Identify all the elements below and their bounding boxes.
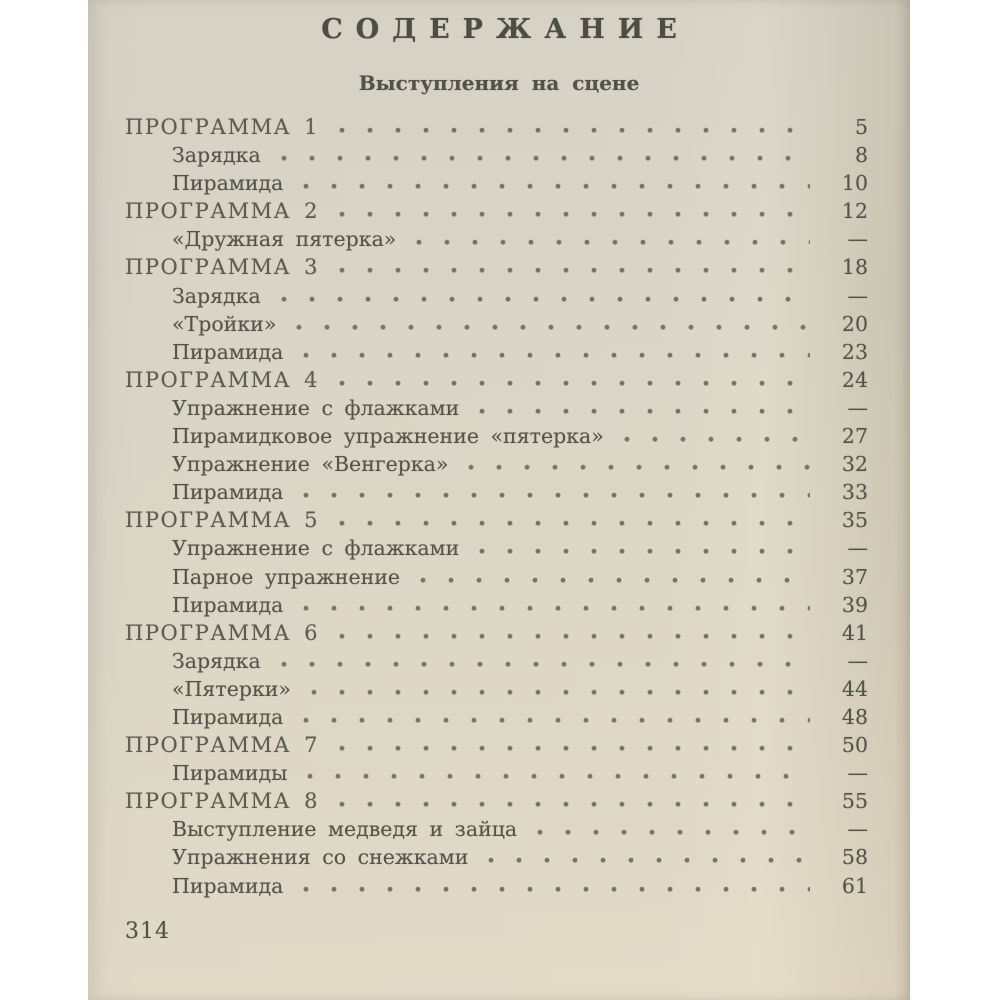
toc-entry-label: ПРОГРАММА 1 (125, 115, 320, 139)
toc-entry-page: — (847, 227, 868, 252)
toc-entry (125, 141, 868, 169)
toc-entry-label: Пирамидковое упражнение «пятерка» (172, 424, 604, 449)
dot-leader (335, 633, 810, 640)
toc-entry-page: 10 (841, 171, 868, 196)
toc-entry-page: 55 (841, 789, 868, 814)
toc-entry (125, 759, 868, 787)
dot-leader (335, 380, 810, 387)
dot-leader (303, 773, 810, 780)
dot-leader (620, 436, 810, 443)
toc-entry (125, 197, 868, 225)
toc-entry (125, 534, 868, 562)
toc-entry-page: — (847, 761, 868, 786)
toc-entry (125, 310, 868, 338)
toc-entry-page: 58 (841, 845, 868, 870)
page-number-folio: 314 (125, 919, 170, 944)
dot-leader (412, 239, 810, 246)
toc-entry-label: Зарядка (172, 143, 261, 168)
dot-leader (277, 155, 810, 162)
toc-entry-page: — (847, 648, 868, 673)
dot-leader (533, 829, 810, 836)
toc-entry-page: 61 (841, 873, 868, 898)
toc-entry-page: 8 (854, 143, 868, 168)
toc-list (125, 113, 868, 900)
toc-entry-label: Парное упражнение (172, 564, 401, 589)
toc-subtitle: Выступления на сцене (358, 71, 640, 95)
toc-entry-label: «Тройки» (172, 311, 277, 336)
toc-entry (125, 169, 868, 197)
toc-entry (125, 843, 868, 871)
dot-leader (475, 408, 810, 415)
toc-entry-page: 5 (854, 115, 868, 139)
toc-entry-label: Упражнение с флажками (172, 395, 460, 420)
book-fore-edge (894, 0, 910, 1000)
toc-entry-page: 44 (841, 676, 868, 701)
toc-entry-label: «Дружная пятерка» (172, 227, 397, 252)
toc-entry-label: ПРОГРАММА 3 (125, 255, 320, 280)
toc-entry-label: Выступление медведя и зайца (172, 817, 518, 842)
toc-entry-label: Зарядка (172, 283, 261, 308)
dot-leader (484, 857, 810, 864)
toc-entry-page: — (847, 536, 868, 561)
toc-entry (125, 675, 868, 703)
toc-entry (125, 366, 868, 394)
dot-leader (277, 661, 810, 668)
dot-leader (335, 267, 810, 274)
toc-entry (125, 619, 868, 647)
toc-entry-page: — (847, 817, 868, 842)
toc-entry-page: 12 (841, 199, 868, 224)
dot-leader (335, 745, 810, 752)
toc-entry (125, 450, 868, 478)
toc-entry-label: ПРОГРАММА 4 (125, 367, 320, 392)
toc-entry-label: Упражнение с флажками (172, 536, 460, 561)
toc-entry-label: Пирамида (172, 592, 284, 617)
toc-entry (125, 225, 868, 253)
toc-entry (125, 506, 868, 534)
toc-entry-page: — (847, 283, 868, 308)
toc-entry-label: Упражнения со снежками (172, 845, 469, 870)
toc-entry-label: ПРОГРАММА 5 (125, 508, 320, 533)
toc-entry (125, 253, 868, 281)
toc-entry-page: 39 (841, 592, 868, 617)
dot-leader (307, 689, 810, 696)
toc-entry (125, 815, 868, 843)
dot-leader (299, 886, 810, 893)
toc-entry (125, 787, 868, 815)
dot-leader (299, 492, 810, 499)
toc-entry-label: «Пятерки» (172, 676, 291, 701)
toc-entry-page: 33 (841, 480, 868, 505)
toc-entry-page: 37 (841, 564, 868, 589)
toc-entry (125, 338, 868, 366)
toc-entry-label: Пирамида (172, 704, 284, 729)
toc-entry (125, 872, 868, 900)
dot-leader (292, 324, 810, 331)
dot-leader (335, 520, 810, 527)
toc-entry-page: 24 (841, 367, 868, 392)
toc-entry-page: 35 (841, 508, 868, 533)
toc-entry-page: 18 (841, 255, 868, 280)
toc-entry-page: 27 (841, 424, 868, 449)
dot-leader (464, 464, 810, 471)
toc-entry-label: Упражнение «Венгерка» (172, 452, 449, 477)
toc-entry-page: 32 (841, 452, 868, 477)
dot-leader (475, 548, 810, 555)
toc-entry-label: Пирамида (172, 171, 284, 196)
dot-leader (299, 605, 810, 612)
toc-entry-label: ПРОГРАММА 2 (125, 199, 320, 224)
toc-entry-page: 41 (841, 620, 868, 645)
dot-leader (335, 127, 810, 134)
toc-entry-label: ПРОГРАММА 7 (125, 733, 320, 758)
toc-entry-page: 48 (841, 704, 868, 729)
toc-entry-page: — (847, 395, 868, 420)
toc-entry (125, 731, 868, 759)
toc-entry-label: Зарядка (172, 648, 261, 673)
dot-leader (299, 717, 810, 724)
book-page (88, 0, 910, 1000)
toc-entry (125, 113, 868, 141)
toc-entry-label: ПРОГРАММА 6 (125, 620, 320, 645)
dot-leader (277, 296, 810, 303)
toc-entry (125, 703, 868, 731)
toc-entry (125, 478, 868, 506)
toc-entry-label: Пирамиды (172, 761, 288, 786)
toc-entry-page: 23 (841, 339, 868, 364)
toc-entry (125, 647, 868, 675)
dot-leader (299, 183, 810, 190)
toc-entry-label: Пирамида (172, 480, 284, 505)
dot-leader (335, 801, 810, 808)
toc-entry (125, 394, 868, 422)
toc-entry-label: ПРОГРАММА 8 (125, 789, 320, 814)
toc-entry (125, 591, 868, 619)
toc-entry (125, 563, 868, 591)
dot-leader (299, 352, 810, 359)
toc-title: СОДЕРЖАНИЕ (321, 14, 690, 45)
toc-entry-page: 50 (841, 733, 868, 758)
dot-leader (335, 211, 810, 218)
toc-entry (125, 422, 868, 450)
toc-entry-label: Пирамида (172, 339, 284, 364)
toc-entry-page: 20 (841, 311, 868, 336)
dot-leader (416, 577, 810, 584)
toc-entry-label: Пирамида (172, 873, 284, 898)
toc-entry (125, 282, 868, 310)
